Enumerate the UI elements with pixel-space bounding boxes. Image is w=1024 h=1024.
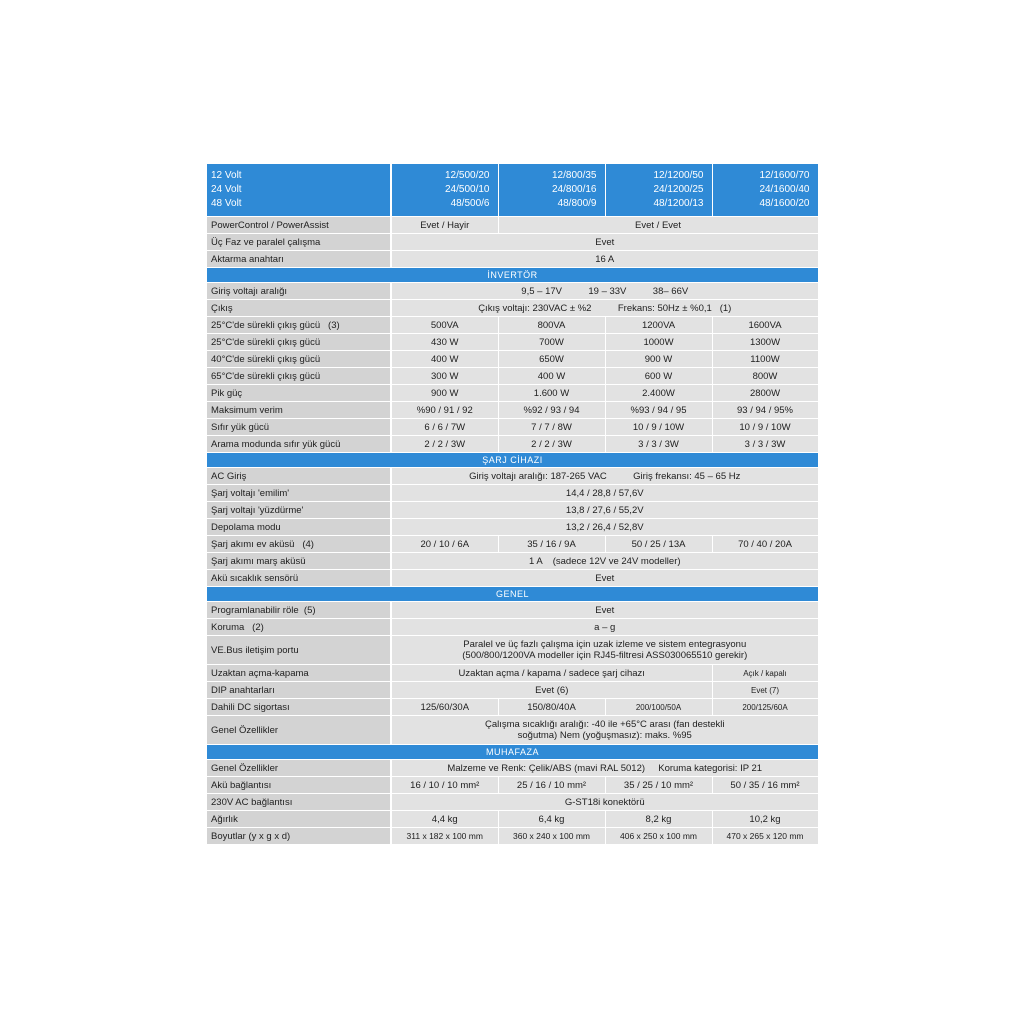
model-4: 12/1600/70 24/1600/40 48/1600/20 bbox=[712, 164, 818, 217]
row-value: 430 W bbox=[391, 334, 498, 351]
row-value: 800W bbox=[712, 368, 818, 385]
row-value: 650W bbox=[498, 351, 605, 368]
row-label: VE.Bus iletişim portu bbox=[207, 636, 391, 665]
table-row bbox=[207, 317, 818, 334]
row-value: a – g bbox=[391, 619, 818, 636]
row-value: 360 x 240 x 100 mm bbox=[498, 828, 605, 845]
row-value: 1200VA bbox=[605, 317, 712, 334]
section-header bbox=[207, 745, 818, 760]
row-value: 800VA bbox=[498, 317, 605, 334]
row-value: 2 / 2 / 3W bbox=[391, 436, 498, 453]
table-row bbox=[207, 402, 818, 419]
row-label: DIP anahtarları bbox=[207, 682, 391, 699]
row-value: 50 / 35 / 16 mm² bbox=[712, 777, 818, 794]
table-row bbox=[207, 665, 818, 682]
row-value: 1600VA bbox=[712, 317, 818, 334]
row-label: 25°C'de sürekli çıkış gücü bbox=[207, 334, 391, 351]
table-row bbox=[207, 682, 818, 699]
row-value: 10,2 kg bbox=[712, 811, 818, 828]
row-value: 13,2 / 26,4 / 52,8V bbox=[391, 519, 818, 536]
row-label: Arama modunda sıfır yük gücü bbox=[207, 436, 391, 453]
row-value: Evet bbox=[391, 234, 818, 251]
row-value: 35 / 25 / 10 mm² bbox=[605, 777, 712, 794]
row-value: 1100W bbox=[712, 351, 818, 368]
row-value: Açık / kapalı bbox=[712, 665, 818, 682]
voltage-list: 12 Volt 24 Volt 48 Volt bbox=[207, 164, 391, 217]
row-value: 2.400W bbox=[605, 385, 712, 402]
table-row bbox=[207, 300, 818, 317]
table-row bbox=[207, 519, 818, 536]
row-value: 16 / 10 / 10 mm² bbox=[391, 777, 498, 794]
row-value: 16 A bbox=[391, 251, 818, 268]
table-row bbox=[207, 636, 818, 665]
row-value: 93 / 94 / 95% bbox=[712, 402, 818, 419]
row-value: 2 / 2 / 3W bbox=[498, 436, 605, 453]
row-value: %90 / 91 / 92 bbox=[391, 402, 498, 419]
row-label: Ağırlık bbox=[207, 811, 391, 828]
table-row bbox=[207, 419, 818, 436]
table-row bbox=[207, 828, 818, 845]
row-value: 1 A (sadece 12V ve 24V modeller) bbox=[391, 553, 818, 570]
table-row bbox=[207, 502, 818, 519]
row-label: Üç Faz ve paralel çalışma bbox=[207, 234, 391, 251]
table-row bbox=[207, 760, 818, 777]
row-value: 9,5 – 17V 19 – 33V 38– 66V bbox=[391, 283, 818, 300]
table-row bbox=[207, 334, 818, 351]
row-value: 900 W bbox=[391, 385, 498, 402]
row-value: Çıkış voltajı: 230VAC ± %2 Frekans: 50Hz ± %0,1 (1) bbox=[391, 300, 818, 317]
table-row bbox=[207, 716, 818, 745]
row-label: PowerControl / PowerAssist bbox=[207, 217, 391, 234]
row-value: 400 W bbox=[498, 368, 605, 385]
row-label: Dahili DC sigortası bbox=[207, 699, 391, 716]
section-title-enclosure: MUHAFAZA bbox=[207, 745, 818, 760]
row-value: 3 / 3 / 3W bbox=[712, 436, 818, 453]
row-value: 470 x 265 x 120 mm bbox=[712, 828, 818, 845]
row-value: 10 / 9 / 10W bbox=[605, 419, 712, 436]
row-label: Genel Özellikler bbox=[207, 716, 391, 745]
row-value: Evet bbox=[391, 570, 818, 587]
header-row bbox=[207, 164, 818, 217]
spec-sheet bbox=[207, 164, 818, 845]
row-value: 311 x 182 x 100 mm bbox=[391, 828, 498, 845]
row-value: Uzaktan açma / kapama / sadece şarj cihazı bbox=[391, 665, 712, 682]
row-label: Boyutlar (y x g x d) bbox=[207, 828, 391, 845]
row-value: Malzeme ve Renk: Çelik/ABS (mavi RAL 5012) Koruma kategorisi: IP 21 bbox=[391, 760, 818, 777]
row-value: 6,4 kg bbox=[498, 811, 605, 828]
row-label: 65°C'de sürekli çıkış gücü bbox=[207, 368, 391, 385]
spec-table bbox=[207, 164, 819, 845]
row-value: 3 / 3 / 3W bbox=[605, 436, 712, 453]
row-value: 13,8 / 27,6 / 55,2V bbox=[391, 502, 818, 519]
section-header bbox=[207, 268, 818, 283]
row-value: 50 / 25 / 13A bbox=[605, 536, 712, 553]
table-row bbox=[207, 217, 818, 234]
row-value: %93 / 94 / 95 bbox=[605, 402, 712, 419]
row-label: 230V AC bağlantısı bbox=[207, 794, 391, 811]
table-row bbox=[207, 368, 818, 385]
row-value: Evet / Evet bbox=[498, 217, 818, 234]
row-label: Şarj voltajı 'yüzdürme' bbox=[207, 502, 391, 519]
row-label: Uzaktan açma-kapama bbox=[207, 665, 391, 682]
table-row bbox=[207, 777, 818, 794]
row-value: 1000W bbox=[605, 334, 712, 351]
table-row bbox=[207, 536, 818, 553]
row-label: Pik güç bbox=[207, 385, 391, 402]
table-row bbox=[207, 468, 818, 485]
section-title-charger: ŞARJ CİHAZI bbox=[207, 453, 818, 468]
row-label: Koruma (2) bbox=[207, 619, 391, 636]
row-value: Evet (7) bbox=[712, 682, 818, 699]
row-label: AC Giriş bbox=[207, 468, 391, 485]
table-row bbox=[207, 570, 818, 587]
table-row bbox=[207, 553, 818, 570]
row-label: Sıfır yük gücü bbox=[207, 419, 391, 436]
row-value: 150/80/40A bbox=[498, 699, 605, 716]
row-label: 40°C'de sürekli çıkış gücü bbox=[207, 351, 391, 368]
row-value: %92 / 93 / 94 bbox=[498, 402, 605, 419]
row-label: Şarj akımı ev aküsü (4) bbox=[207, 536, 391, 553]
row-label: Programlanabilir röle (5) bbox=[207, 602, 391, 619]
row-value: 6 / 6 / 7W bbox=[391, 419, 498, 436]
row-value: 2800W bbox=[712, 385, 818, 402]
row-value: 300 W bbox=[391, 368, 498, 385]
row-value: Çalışma sıcaklığı aralığı: -40 ile +65°C arası (fan destekli soğutma) Nem (yoğuşmasız): maks. %95 bbox=[391, 716, 818, 745]
table-row bbox=[207, 811, 818, 828]
row-label: Şarj voltajı 'emilim' bbox=[207, 485, 391, 502]
model-1: 12/500/20 24/500/10 48/500/6 bbox=[391, 164, 498, 217]
row-value: Evet (6) bbox=[391, 682, 712, 699]
row-value: 125/60/30A bbox=[391, 699, 498, 716]
row-label: Genel Özellikler bbox=[207, 760, 391, 777]
table-row bbox=[207, 602, 818, 619]
table-row bbox=[207, 794, 818, 811]
table-row bbox=[207, 699, 818, 716]
row-value: 406 x 250 x 100 mm bbox=[605, 828, 712, 845]
row-value: 200/100/50A bbox=[605, 699, 712, 716]
table-row bbox=[207, 283, 818, 300]
row-label: Çıkış bbox=[207, 300, 391, 317]
section-title-general: GENEL bbox=[207, 587, 818, 602]
row-value: 1.600 W bbox=[498, 385, 605, 402]
row-value: 20 / 10 / 6A bbox=[391, 536, 498, 553]
table-row bbox=[207, 436, 818, 453]
section-header bbox=[207, 587, 818, 602]
table-row bbox=[207, 251, 818, 268]
section-title-inverter: İNVERTÖR bbox=[207, 268, 818, 283]
row-value: Paralel ve üç fazlı çalışma için uzak izleme ve sistem entegrasyonu (500/800/1200VA modeller için RJ45-filtresi ASS030065510 gerekir) bbox=[391, 636, 818, 665]
row-value: 4,4 kg bbox=[391, 811, 498, 828]
row-value: 900 W bbox=[605, 351, 712, 368]
model-3: 12/1200/50 24/1200/25 48/1200/13 bbox=[605, 164, 712, 217]
row-value: 600 W bbox=[605, 368, 712, 385]
model-2: 12/800/35 24/800/16 48/800/9 bbox=[498, 164, 605, 217]
row-value: 25 / 16 / 10 mm² bbox=[498, 777, 605, 794]
row-label: Depolama modu bbox=[207, 519, 391, 536]
table-row bbox=[207, 351, 818, 368]
row-label: 25°C'de sürekli çıkış gücü (3) bbox=[207, 317, 391, 334]
row-label: Maksimum verim bbox=[207, 402, 391, 419]
row-value: 14,4 / 28,8 / 57,6V bbox=[391, 485, 818, 502]
row-label: Akü bağlantısı bbox=[207, 777, 391, 794]
table-row bbox=[207, 385, 818, 402]
row-value: 400 W bbox=[391, 351, 498, 368]
row-value: 8,2 kg bbox=[605, 811, 712, 828]
row-value: 7 / 7 / 8W bbox=[498, 419, 605, 436]
table-row bbox=[207, 234, 818, 251]
row-value: 200/125/60A bbox=[712, 699, 818, 716]
table-row bbox=[207, 485, 818, 502]
row-label: Giriş voltajı aralığı bbox=[207, 283, 391, 300]
row-value: 35 / 16 / 9A bbox=[498, 536, 605, 553]
row-label: Akü sıcaklık sensörü bbox=[207, 570, 391, 587]
row-value: Evet bbox=[391, 602, 818, 619]
row-value: 1300W bbox=[712, 334, 818, 351]
row-value: 500VA bbox=[391, 317, 498, 334]
row-label: Şarj akımı marş aküsü bbox=[207, 553, 391, 570]
row-value: Giriş voltajı aralığı: 187-265 VAC Giriş frekansı: 45 – 65 Hz bbox=[391, 468, 818, 485]
row-label: Aktarma anahtarı bbox=[207, 251, 391, 268]
row-value: Evet / Hayir bbox=[391, 217, 498, 234]
row-value: 70 / 40 / 20A bbox=[712, 536, 818, 553]
row-value: 700W bbox=[498, 334, 605, 351]
table-row bbox=[207, 619, 818, 636]
section-header bbox=[207, 453, 818, 468]
row-value: 10 / 9 / 10W bbox=[712, 419, 818, 436]
row-value: G-ST18i konektörü bbox=[391, 794, 818, 811]
